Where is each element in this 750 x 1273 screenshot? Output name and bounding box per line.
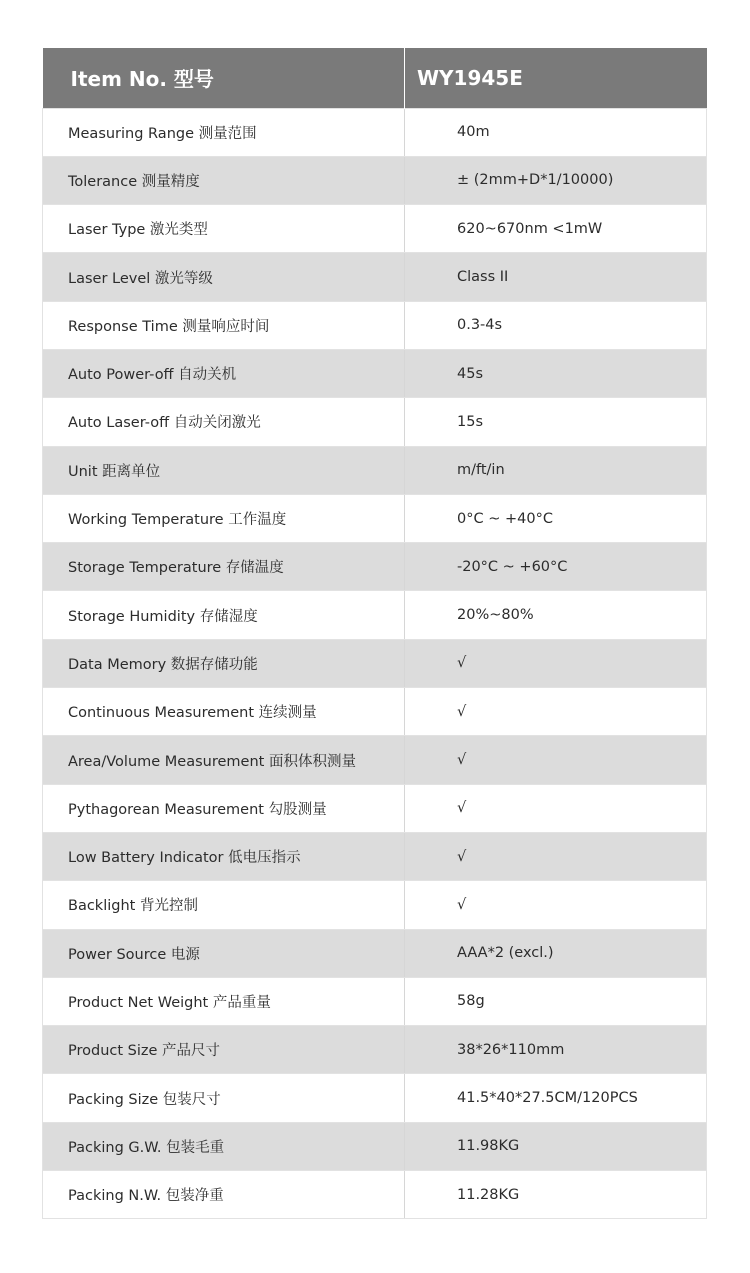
table-header-row — [43, 48, 707, 108]
spec-value: AAA*2 (excl.) — [405, 929, 707, 977]
spec-label: Pythagorean Measurement 勾股测量 — [43, 784, 405, 832]
spec-label: Laser Level 激光等级 — [43, 253, 405, 301]
table-row — [43, 108, 707, 156]
table-row — [43, 1122, 707, 1170]
spec-label: Backlight 背光控制 — [43, 881, 405, 929]
spec-value: 45s — [405, 349, 707, 397]
table-row — [43, 1171, 707, 1219]
spec-value: 40m — [405, 108, 707, 156]
spec-value: √ — [405, 881, 707, 929]
table-row — [43, 832, 707, 880]
table-row — [43, 1026, 707, 1074]
table-row — [43, 784, 707, 832]
spec-label: Packing G.W. 包装毛重 — [43, 1122, 405, 1170]
spec-value: 15s — [405, 398, 707, 446]
spec-value: 0.3-4s — [405, 301, 707, 349]
spec-value: √ — [405, 736, 707, 784]
table-row — [43, 494, 707, 542]
spec-value: 620~670nm <1mW — [405, 205, 707, 253]
spec-value: 0°C ~ +40°C — [405, 494, 707, 542]
spec-label: Low Battery Indicator 低电压指示 — [43, 832, 405, 880]
table-row — [43, 543, 707, 591]
spec-value: m/ft/in — [405, 446, 707, 494]
spec-label: Working Temperature 工作温度 — [43, 494, 405, 542]
spec-value: √ — [405, 832, 707, 880]
spec-label: Packing N.W. 包装净重 — [43, 1171, 405, 1219]
spec-value: ± (2mm+D*1/10000) — [405, 156, 707, 204]
table-row — [43, 1074, 707, 1122]
spec-value: √ — [405, 688, 707, 736]
spec-value: 20%~80% — [405, 591, 707, 639]
table-row — [43, 591, 707, 639]
spec-label: Packing Size 包装尺寸 — [43, 1074, 405, 1122]
spec-value: -20°C ~ +60°C — [405, 543, 707, 591]
spec-value: Class II — [405, 253, 707, 301]
spec-label: Product Net Weight 产品重量 — [43, 977, 405, 1025]
spec-value: √ — [405, 784, 707, 832]
table-row — [43, 156, 707, 204]
table-row — [43, 688, 707, 736]
table-row — [43, 977, 707, 1025]
header-label: Item No. 型号 — [43, 48, 405, 108]
spec-body — [43, 108, 707, 1219]
spec-value: √ — [405, 639, 707, 687]
spec-label: Measuring Range 测量范围 — [43, 108, 405, 156]
spec-table — [42, 48, 707, 1219]
spec-value: 11.28KG — [405, 1171, 707, 1219]
spec-label: Storage Temperature 存储温度 — [43, 543, 405, 591]
spec-label: Auto Power-off 自动关机 — [43, 349, 405, 397]
table-row — [43, 398, 707, 446]
spec-value: 38*26*110mm — [405, 1026, 707, 1074]
spec-label: Power Source 电源 — [43, 929, 405, 977]
spec-label: Unit 距离单位 — [43, 446, 405, 494]
table-row — [43, 881, 707, 929]
table-row — [43, 253, 707, 301]
spec-label: Product Size 产品尺寸 — [43, 1026, 405, 1074]
spec-label: Auto Laser-off 自动关闭激光 — [43, 398, 405, 446]
spec-label: Laser Type 激光类型 — [43, 205, 405, 253]
spec-label: Storage Humidity 存储湿度 — [43, 591, 405, 639]
table-row — [43, 639, 707, 687]
spec-value: 41.5*40*27.5CM/120PCS — [405, 1074, 707, 1122]
spec-label: Response Time 测量响应时间 — [43, 301, 405, 349]
spec-value: 11.98KG — [405, 1122, 707, 1170]
table-row — [43, 205, 707, 253]
table-row — [43, 929, 707, 977]
table-row — [43, 736, 707, 784]
table-row — [43, 301, 707, 349]
spec-label: Area/Volume Measurement 面积体积测量 — [43, 736, 405, 784]
table-row — [43, 446, 707, 494]
table-row — [43, 349, 707, 397]
header-value: WY1945E — [405, 48, 707, 108]
spec-value: 58g — [405, 977, 707, 1025]
spec-label: Data Memory 数据存储功能 — [43, 639, 405, 687]
spec-label: Continuous Measurement 连续测量 — [43, 688, 405, 736]
spec-label: Tolerance 测量精度 — [43, 156, 405, 204]
